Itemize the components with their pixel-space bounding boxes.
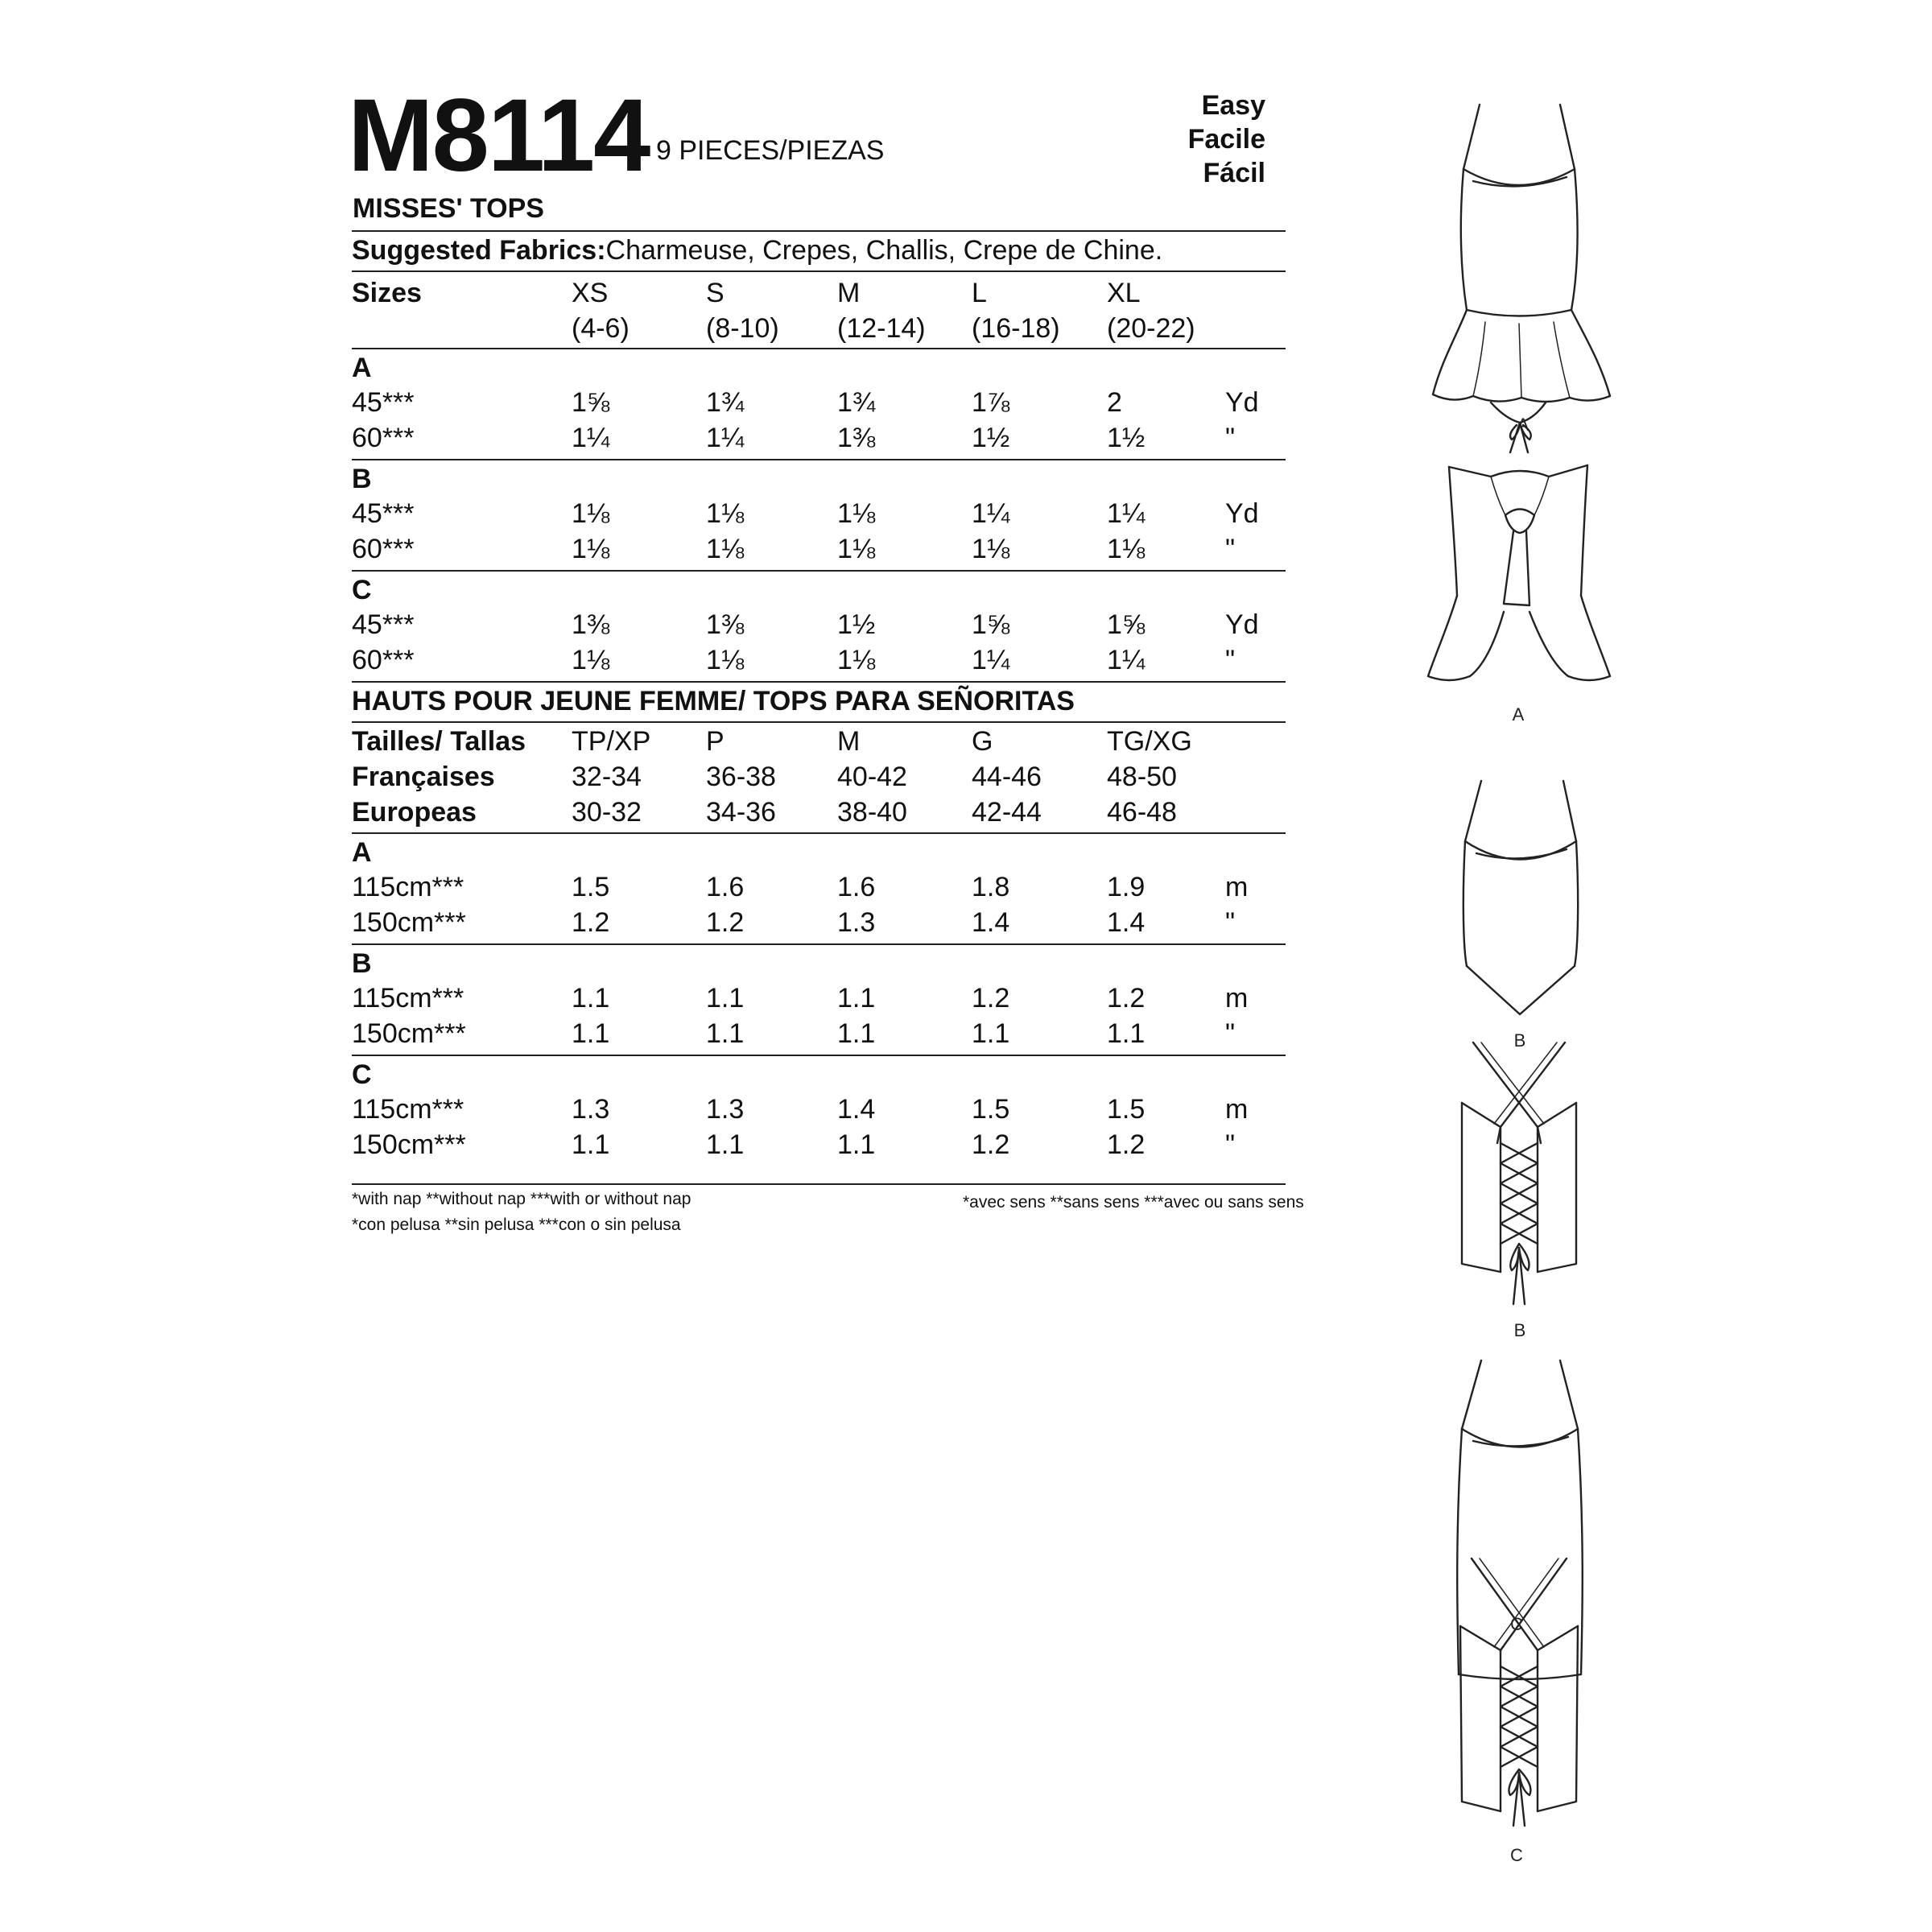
- yardage-row: [352, 387, 1286, 423]
- meterage-cell: 1.1: [706, 983, 745, 1013]
- size-row-fr-es: [352, 797, 1286, 832]
- yardage-cell: 1⅛: [706, 534, 745, 564]
- yardage-cell: 1⅛: [572, 498, 610, 529]
- difficulty-fr: Facile: [1187, 124, 1265, 155]
- size-row-fr-es: [352, 726, 1286, 762]
- meterage-cell: 1.1: [837, 1018, 876, 1049]
- divider: [352, 832, 1286, 834]
- meterage-row: [352, 872, 1286, 907]
- yardage-cell: 1½: [1107, 423, 1146, 453]
- yardage-row: [352, 645, 1286, 680]
- meterage-row: [352, 1094, 1286, 1129]
- meterage-cell: 1.6: [706, 872, 745, 902]
- unit-cell: ": [1225, 423, 1236, 453]
- yardage-cell: 1⅛: [706, 498, 745, 529]
- meterage-cell: 1.6: [837, 872, 876, 902]
- yardage-cell: 1¾: [706, 387, 745, 418]
- size-cell: TG/XG: [1107, 726, 1192, 757]
- sizes-label: Sizes: [352, 278, 422, 308]
- pattern-number: M8114: [348, 78, 650, 193]
- meterage-cell: 1.4: [972, 907, 1010, 938]
- meterage-cell: 1.1: [572, 1018, 610, 1049]
- size-cell: P: [706, 726, 724, 757]
- size-cell: 48-50: [1107, 762, 1177, 792]
- pieces-count: 9 PIECES/PIEZAS: [656, 135, 885, 166]
- illustration-label: B: [1513, 1320, 1526, 1340]
- view-a-front-illustration: [1433, 105, 1610, 402]
- yardage-cell: 1¾: [837, 387, 876, 418]
- meterage-cell: 1.3: [706, 1094, 745, 1125]
- yardage-cell: 1⅝: [1107, 609, 1146, 640]
- size-cell: S: [706, 278, 724, 308]
- yardage-cell: 1¼: [1107, 498, 1146, 529]
- divider: [352, 270, 1286, 272]
- meterage-cell: 1.2: [706, 907, 745, 938]
- size-cell: M: [837, 278, 861, 308]
- size-range-cell: (20-22): [1107, 313, 1195, 344]
- size-range-cell: (4-6): [572, 313, 630, 344]
- meterage-cell: 1.2: [1107, 1129, 1146, 1160]
- yardage-cell: 1⅛: [837, 498, 876, 529]
- meterage-row: [352, 1018, 1286, 1054]
- yardage-row: [352, 498, 1286, 534]
- fabric-width: 45***: [352, 498, 415, 529]
- meterage-row: [352, 983, 1286, 1018]
- view-b-front-illustration: [1463, 781, 1578, 1014]
- yardage-cell: 1½: [837, 609, 876, 640]
- meterage-cell: 1.1: [972, 1018, 1010, 1049]
- fabric-width: 60***: [352, 423, 415, 453]
- section-title-fr-es: HAUTS POUR JEUNE FEMME/ TOPS PARA SEÑORITAS: [352, 686, 1075, 716]
- size-range-cell: (12-14): [837, 313, 926, 344]
- meterage-cell: 1.2: [972, 1129, 1010, 1160]
- unit-cell: Yd: [1225, 387, 1259, 418]
- divider: [352, 721, 1286, 723]
- yardage-row: [352, 534, 1286, 569]
- view-label: C: [352, 575, 372, 605]
- fabric-width: 45***: [352, 609, 415, 640]
- difficulty-en: Easy: [1201, 90, 1265, 121]
- meterage-cell: 1.8: [972, 872, 1010, 902]
- fabric-width: 115cm***: [352, 983, 464, 1013]
- illustration-label: A: [1517, 415, 1530, 435]
- meterage-cell: 1.1: [572, 983, 610, 1013]
- yardage-cell: 1¼: [972, 645, 1010, 675]
- meterage-cell: 1.2: [972, 983, 1010, 1013]
- unit-cell: m: [1225, 983, 1249, 1013]
- yardage-cell: 1⅝: [972, 609, 1010, 640]
- size-ranges-row: [352, 313, 1286, 349]
- view-label: A: [352, 837, 372, 868]
- meterage-cell: 1.3: [837, 907, 876, 938]
- view-b-back-illustration: [1462, 1042, 1576, 1304]
- size-cell: TP/XP: [572, 726, 651, 757]
- meterage-cell: 1.1: [837, 983, 876, 1013]
- divider: [352, 348, 1286, 349]
- yardage-cell: 1⅛: [837, 534, 876, 564]
- yardage-cell: 1⅞: [972, 387, 1010, 418]
- meterage-cell: 1.1: [1107, 1018, 1146, 1049]
- size-cell: XS: [572, 278, 609, 308]
- size-cell: 30-32: [572, 797, 642, 828]
- size-row-fr-es: [352, 762, 1286, 797]
- fabric-width: 150cm***: [352, 1018, 466, 1049]
- divider: [352, 681, 1286, 683]
- size-row-label: Françaises: [352, 762, 495, 792]
- unit-cell: ": [1225, 1018, 1236, 1049]
- meterage-cell: 1.2: [572, 907, 610, 938]
- fabrics-value: Charmeuse, Crepes, Challis, Crepe de Chine.: [605, 235, 1163, 266]
- meterage-row: [352, 1129, 1286, 1165]
- unit-cell: Yd: [1225, 498, 1259, 529]
- yardage-cell: 1⅛: [1107, 534, 1146, 564]
- view-label: B: [352, 948, 372, 979]
- meterage-cell: 1.3: [572, 1094, 610, 1125]
- meterage-cell: 1.1: [572, 1129, 610, 1160]
- yardage-cell: 1¼: [972, 498, 1010, 529]
- pattern-title: MISSES' TOPS: [353, 193, 544, 224]
- meterage-cell: 1.5: [1107, 1094, 1146, 1125]
- size-cell: 44-46: [972, 762, 1042, 792]
- divider: [352, 1183, 1286, 1185]
- fabric-width: 115cm***: [352, 872, 464, 902]
- yardage-cell: 1⅜: [706, 609, 745, 640]
- meterage-cell: 1.9: [1107, 872, 1146, 902]
- size-cell: 40-42: [837, 762, 907, 792]
- yardage-cell: 1⅛: [572, 534, 610, 564]
- difficulty-es: Fácil: [1203, 158, 1265, 188]
- meterage-cell: 1.1: [837, 1129, 876, 1160]
- size-cell: XL: [1107, 278, 1141, 308]
- meterage-cell: 1.1: [706, 1018, 745, 1049]
- yardage-cell: 1¼: [1107, 645, 1146, 675]
- yardage-cell: 1⅛: [706, 645, 745, 675]
- fabric-width: 45***: [352, 387, 415, 418]
- illustration-label: B: [1513, 1030, 1526, 1051]
- fabric-width: 150cm***: [352, 1129, 466, 1160]
- illustration-label: C: [1510, 1614, 1523, 1634]
- size-cell: 46-48: [1107, 797, 1177, 828]
- meterage-cell: 1.5: [972, 1094, 1010, 1125]
- view-a-back-illustration: [1428, 402, 1610, 680]
- yardage-cell: 2: [1107, 387, 1122, 418]
- fabric-width: 60***: [352, 645, 415, 675]
- yardage-cell: 1¼: [706, 423, 745, 453]
- divider: [352, 459, 1286, 460]
- size-cell: G: [972, 726, 993, 757]
- size-row-label: Europeas: [352, 797, 477, 828]
- view-c-back-illustration: [1417, 1546, 1634, 1884]
- view-label: B: [352, 464, 372, 494]
- unit-cell: Yd: [1225, 609, 1259, 640]
- size-cell: L: [972, 278, 987, 308]
- divider: [352, 570, 1286, 572]
- fabrics-label: Suggested Fabrics:: [352, 235, 606, 266]
- meterage-cell: 1.4: [837, 1094, 876, 1125]
- divider: [352, 943, 1286, 945]
- footnote-english: *with nap **without nap ***with or without nap: [352, 1190, 691, 1208]
- size-range-cell: (16-18): [972, 313, 1060, 344]
- size-row-label: Tailles/ Tallas: [352, 726, 526, 757]
- meterage-cell: 1.4: [1107, 907, 1146, 938]
- size-cell: 42-44: [972, 797, 1042, 828]
- view-label: C: [352, 1059, 372, 1090]
- yardage-cell: 1⅛: [972, 534, 1010, 564]
- unit-cell: m: [1225, 1094, 1249, 1125]
- divider: [352, 230, 1286, 232]
- size-range-cell: (8-10): [706, 313, 779, 344]
- yardage-cell: 1⅜: [572, 609, 610, 640]
- yardage-row: [352, 609, 1286, 645]
- sizes-row: [352, 278, 1286, 313]
- yardage-cell: 1⅝: [572, 387, 610, 418]
- unit-cell: ": [1225, 645, 1236, 675]
- unit-cell: ": [1225, 1129, 1236, 1160]
- size-cell: 32-34: [572, 762, 642, 792]
- meterage-cell: 1.1: [706, 1129, 745, 1160]
- size-cell: 38-40: [837, 797, 907, 828]
- meterage-cell: 1.5: [572, 872, 610, 902]
- fabric-width: 115cm***: [352, 1094, 464, 1125]
- meterage-row: [352, 907, 1286, 943]
- illustration-label: A: [1512, 704, 1525, 724]
- yardage-cell: 1½: [972, 423, 1010, 453]
- size-cell: 36-38: [706, 762, 776, 792]
- suggested-fabrics: [352, 235, 1162, 266]
- fabric-width: 150cm***: [352, 907, 466, 938]
- view-label: A: [352, 353, 372, 383]
- yardage-cell: 1⅛: [837, 645, 876, 675]
- illustration-label: C: [1510, 1845, 1523, 1865]
- footnote-spanish: *con pelusa **sin pelusa ***con o sin pelusa: [352, 1216, 681, 1234]
- footnote-french: *avec sens **sans sens ***avec ou sans sens: [963, 1193, 1304, 1212]
- fabric-width: 60***: [352, 534, 415, 564]
- yardage-row: [352, 423, 1286, 458]
- unit-cell: m: [1225, 872, 1249, 902]
- yardage-cell: 1¼: [572, 423, 610, 453]
- yardage-cell: 1⅛: [572, 645, 610, 675]
- unit-cell: ": [1225, 907, 1236, 938]
- divider: [352, 1055, 1286, 1056]
- size-cell: 34-36: [706, 797, 776, 828]
- unit-cell: ": [1225, 534, 1236, 564]
- size-cell: M: [837, 726, 861, 757]
- meterage-cell: 1.2: [1107, 983, 1146, 1013]
- yardage-cell: 1⅜: [837, 423, 876, 453]
